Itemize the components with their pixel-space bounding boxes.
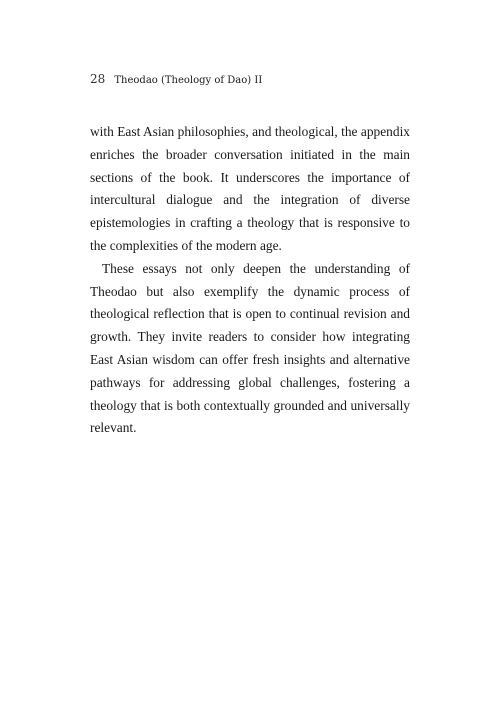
page-number: 28 xyxy=(90,72,106,86)
running-head xyxy=(90,68,262,87)
body-text xyxy=(90,121,410,440)
paragraph: These essays not only deepen the understanding of Theodao but also exemplify the dynamic process of theological reflection that is open to continual revision and growth. They invite readers to consider how integrating East Asian wisdom can offer fresh insights and alternative pathways for addressing global challenges, fostering a theology that is both contextually grounded and universally relevant. xyxy=(90,260,410,436)
running-title: Theodao (Theology of Dao) II xyxy=(114,75,263,86)
paragraph-continued: with East Asian philosophies, and theological, the appendix enriches the broader conversation initiated in the main sections of the book. It underscores the importance of intercultural dialogue and the integration of diverse epistemologies in crafting a theology that is responsive to the complexities of the modern age. xyxy=(90,124,410,253)
